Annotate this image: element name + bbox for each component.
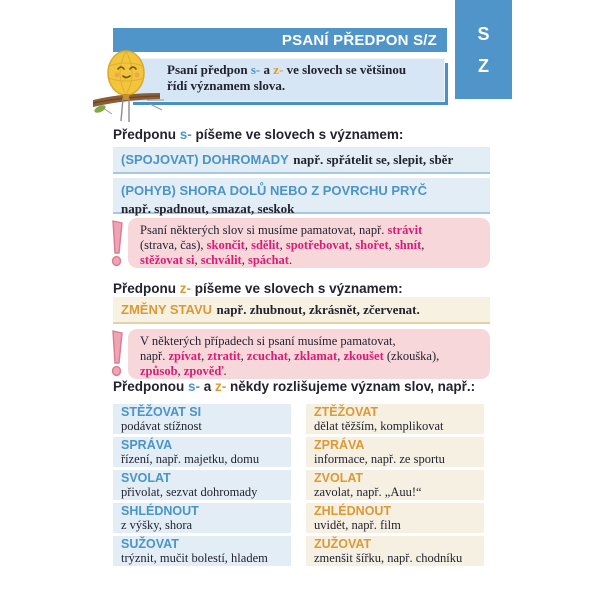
text-segment: ,: [349, 237, 356, 252]
text-segment: ,: [287, 348, 295, 363]
comparison-description: řízení, např. majetku, domu: [121, 452, 260, 466]
comparison-cell-z: [306, 437, 484, 467]
rule-term: (SPOJOVAT) DOHROMADY: [121, 152, 289, 167]
rule-term: ZMĚNY STAVU: [121, 302, 213, 317]
rule-box-spojovat: [113, 147, 490, 174]
text-segment: s-: [179, 127, 192, 142]
text-segment: píšeme ve slovech s významem:: [191, 281, 403, 296]
comparison-cell-s: [113, 437, 291, 467]
text-segment: strávit: [387, 223, 423, 237]
text-segment: ,: [421, 237, 425, 252]
text-segment: zpověď: [183, 363, 224, 378]
comparison-term: ZHLÉDNOUT: [314, 504, 392, 518]
rule-box-pohyb: [113, 178, 490, 214]
text-segment: .: [288, 252, 293, 267]
text-segment: zklamat: [294, 348, 338, 363]
balloon-mascot-icon: [92, 48, 168, 126]
comparison-cell-s: [113, 404, 291, 434]
comparison-term: SUŽOVAT: [121, 537, 179, 551]
rule-term: (POHYB) SHORA DOLŮ NEBO Z POVRCHU PRYČ: [121, 183, 427, 198]
text-segment: píšeme ve slovech s významem:: [191, 127, 404, 142]
comparison-term: SPRÁVA: [121, 438, 173, 452]
text-segment: ve slovech se většinou: [283, 62, 407, 77]
comparison-description: zmenšit šířku, např. chodníku: [314, 551, 463, 565]
comparison-cell-s: [113, 503, 291, 533]
text-segment: z-: [273, 62, 284, 77]
text-segment: (strava, čas),: [140, 237, 207, 252]
text-segment: Předponu: [113, 281, 180, 296]
rule-example: např. zhubnout, zkrásnět, zčervenat.: [216, 302, 420, 317]
text-segment: Předponu: [113, 127, 180, 142]
text-segment: Předponou: [113, 379, 188, 394]
warning-box-z: [128, 329, 490, 379]
comparison-term: SVOLAT: [121, 471, 171, 485]
comparison-term: ZVOLAT: [314, 471, 364, 485]
text-segment: a: [200, 379, 216, 394]
exclamation-icon: [108, 220, 127, 268]
comparison-description: přivolat, sezvat dohromady: [121, 485, 258, 499]
rule-box-zmeny-stavu: [113, 297, 490, 324]
text-segment: s-: [250, 62, 261, 77]
text-segment: někdy rozlišujeme význam slov, např.:: [226, 379, 476, 394]
text-segment: způsob: [140, 363, 178, 378]
section-z-heading: [113, 281, 403, 296]
exclamation-icon: [108, 330, 127, 378]
comparison-term: SHLÉDNOUT: [121, 504, 199, 518]
comparison-cell-s: [113, 470, 291, 500]
text-segment: např.: [140, 348, 169, 363]
text-segment: Psaní některých slov si musíme pamatovat, např.: [140, 223, 388, 237]
text-segment: stěžovat si: [140, 252, 195, 267]
text-segment: .: [223, 363, 227, 378]
text-segment: ztratit: [207, 348, 241, 363]
text-segment: ,: [201, 348, 208, 363]
text-segment: zcuchat: [246, 348, 288, 363]
comparison-term: STĚŽOVAT SI: [121, 405, 202, 419]
comparison-description: dělat těžším, komplikovat: [314, 419, 444, 433]
text-segment: z-: [179, 281, 191, 296]
text-segment: schválit: [200, 252, 242, 267]
text-segment: spotřebovat: [285, 237, 350, 252]
rule-example: např. spadnout, smazat, seskok: [121, 201, 295, 216]
text-segment: shořet: [355, 237, 389, 252]
warning-box-s: [128, 218, 490, 268]
comparison-description: uvidět, např. film: [314, 518, 401, 532]
text-segment: ,: [241, 252, 248, 267]
comparison-description: trýznit, mučit bolestí, hladem: [121, 551, 268, 565]
rule-example: např. spřátelit se, slepit, sběr: [293, 152, 454, 167]
comparison-term: ZTĚŽOVAT: [314, 405, 379, 419]
text-segment: V některých případech si psaní musíme pamatovat,: [140, 334, 396, 348]
text-segment: sdělit: [251, 237, 280, 252]
text-segment: zpívat: [168, 348, 202, 363]
text-segment: z-: [215, 379, 227, 394]
comparison-cell-z: [306, 404, 484, 434]
comparison-description: zavolat, např. „Auu!“: [314, 485, 422, 499]
text-segment: spáchat: [247, 252, 289, 267]
text-segment: zkoušet: [343, 348, 384, 363]
text-segment: shnít: [394, 237, 422, 252]
text-segment: a: [260, 62, 274, 77]
comparison-table: [113, 404, 490, 566]
text-segment: řídí významem slova.: [167, 78, 286, 93]
page-title: PSANÍ PŘEDPON S/Z: [281, 31, 437, 49]
tab-letter-z: Z: [478, 55, 489, 76]
text-segment: skončit: [206, 237, 245, 252]
text-segment: Psaní předpon: [167, 62, 251, 77]
comparison-description: informace, např. ze sportu: [314, 452, 445, 466]
text-segment: ,: [279, 237, 286, 252]
comparison-description: z výšky, shora: [121, 518, 193, 532]
text-segment: ,: [337, 348, 344, 363]
comparison-term: ZUŽOVAT: [314, 537, 372, 551]
text-segment: ,: [240, 348, 247, 363]
comparison-cell-s: [113, 536, 291, 566]
comparison-description: podávat stížnost: [121, 419, 202, 433]
text-segment: ,: [388, 237, 395, 252]
comparison-heading: [113, 379, 475, 394]
text-segment: ,: [194, 252, 201, 267]
comparison-cell-z: [306, 470, 484, 500]
chapter-tab: [455, 0, 512, 99]
comparison-term: ZPRÁVA: [314, 438, 365, 452]
comparison-cell-z: [306, 536, 484, 566]
text-segment: s-: [188, 379, 201, 394]
intro-text: [167, 62, 406, 94]
text-segment: ,: [244, 237, 252, 252]
comparison-cell-z: [306, 503, 484, 533]
text-segment: ,: [177, 363, 184, 378]
tab-letter-s: S: [477, 23, 490, 44]
section-s-heading: [113, 127, 403, 142]
text-segment: (zkouška),: [383, 348, 440, 363]
